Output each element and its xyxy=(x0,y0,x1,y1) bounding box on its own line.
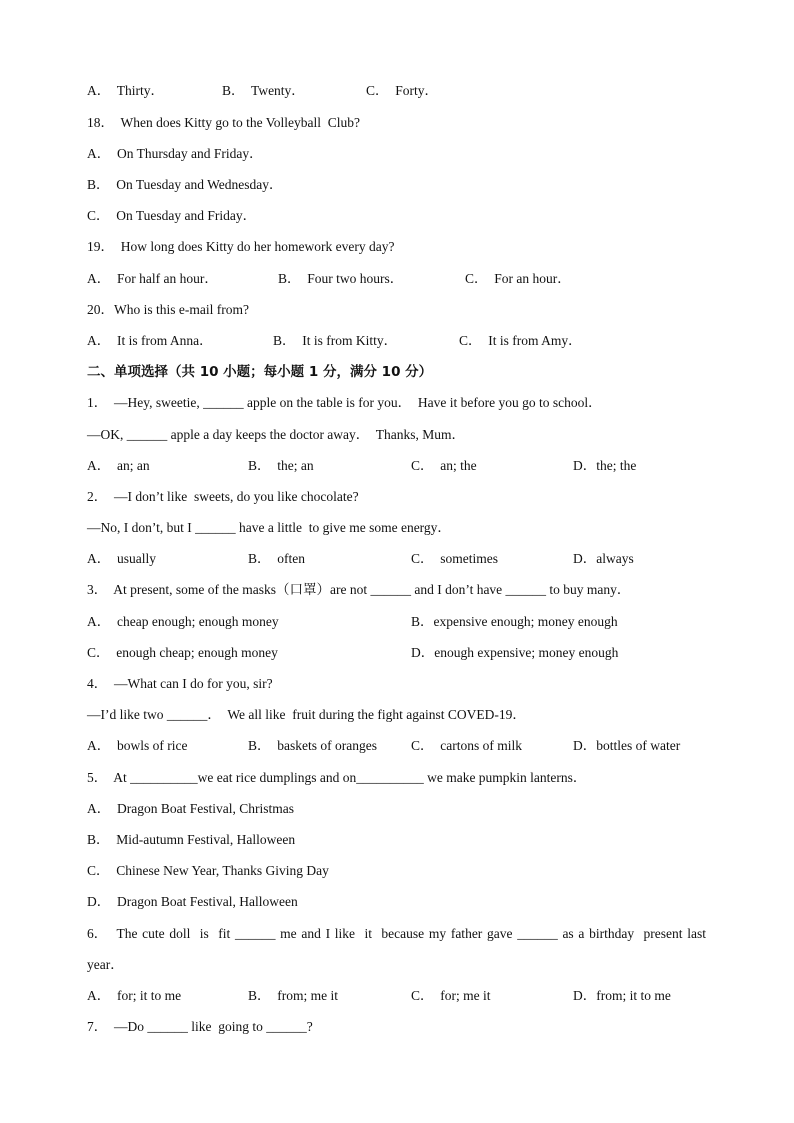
option-text: B． the; an xyxy=(248,458,314,473)
text-line xyxy=(0,955,794,975)
text-line xyxy=(0,1017,794,1037)
text-line xyxy=(0,892,794,912)
option-text: C． sometimes xyxy=(411,551,498,566)
option-text: B． often xyxy=(248,551,305,566)
text-line xyxy=(0,924,794,944)
option-text: A． For half an hour． xyxy=(87,271,218,286)
line-text: 4． —What can I do for you, sir? xyxy=(87,676,273,691)
line-text: C． Chinese New Year, Thanks Giving Day xyxy=(87,863,329,878)
option-text: D．the; the xyxy=(573,458,637,473)
text-line xyxy=(0,425,794,445)
option-text: C． for; me it xyxy=(411,988,491,1003)
text-line xyxy=(0,549,794,569)
option-text: A． cheap enough; enough money xyxy=(87,614,279,629)
line-text: —I’d like two ______． We all like fruit during the fight against COVED-19． xyxy=(87,707,526,722)
option-text: A． It is from Anna． xyxy=(87,333,213,348)
option-text: D．enough expensive; money enough xyxy=(411,645,619,660)
line-text: A． Dragon Boat Festival, Christmas xyxy=(87,801,294,816)
text-line xyxy=(0,113,794,133)
text-line xyxy=(0,861,794,881)
line-text: year． xyxy=(87,957,124,972)
text-line xyxy=(0,237,794,257)
line-text: 5． At __________we eat rice dumplings and on__________ we make pumpkin lanterns． xyxy=(87,770,587,785)
text-line xyxy=(0,674,794,694)
line-text: 3． At present, some of the masks（口罩）are not ______ and I don’t have ______ to buy many． xyxy=(87,582,631,597)
text-line xyxy=(0,487,794,507)
text-line xyxy=(0,331,794,351)
option-text: B．expensive enough; money enough xyxy=(411,614,618,629)
option-text: C． enough cheap; enough money xyxy=(87,645,278,660)
text-line xyxy=(0,736,794,756)
text-line xyxy=(0,456,794,476)
option-text: C． Forty． xyxy=(366,83,439,98)
option-text: C． It is from Amy． xyxy=(459,333,582,348)
option-text: D．bottles of water xyxy=(573,738,681,753)
option-text: B． baskets of oranges xyxy=(248,738,377,753)
option-text: C． an; the xyxy=(411,458,477,473)
line-text: —No, I don’t, but I ______ have a little to give me some energy． xyxy=(87,520,451,535)
text-line xyxy=(0,206,794,226)
text-line xyxy=(0,81,794,101)
option-text: A． an; an xyxy=(87,458,150,473)
option-text: C． For an hour． xyxy=(465,271,571,286)
line-text: B． Mid-autumn Festival, Halloween xyxy=(87,832,296,847)
text-line xyxy=(0,830,794,850)
option-text: A． for; it to me xyxy=(87,988,182,1003)
option-text: B． Twenty． xyxy=(222,83,305,98)
option-text: A． bowls of rice xyxy=(87,738,188,753)
text-line xyxy=(0,612,794,632)
line-text: 6． The cute doll is fit ______ me and I like it because my father gave ______ as a birthday present last xyxy=(87,926,706,941)
text-line xyxy=(0,705,794,725)
line-text: B． On Tuesday and Wednesday． xyxy=(87,177,283,192)
text-line xyxy=(0,269,794,289)
option-text: B． from; me it xyxy=(248,988,338,1003)
option-text: A． Thirty． xyxy=(87,83,164,98)
text-line xyxy=(0,986,794,1006)
option-text: A． usually xyxy=(87,551,156,566)
line-text: 二、单项选择（共 10 小题；每小题 1 分，满分 10 分） xyxy=(87,364,433,380)
line-text: A． On Thursday and Friday． xyxy=(87,146,263,161)
text-line xyxy=(0,518,794,538)
line-text: 19． How long does Kitty do her homework every day? xyxy=(87,239,395,254)
line-text: 1． —Hey, sweetie, ______ apple on the table is for you． Have it before you go to school． xyxy=(87,395,602,410)
option-text: B． Four two hours． xyxy=(278,271,404,286)
text-line xyxy=(0,393,794,413)
line-text: 2． —I don’t like sweets, do you like chocolate? xyxy=(87,489,359,504)
text-line xyxy=(0,175,794,195)
section-heading xyxy=(0,362,794,382)
text-line xyxy=(0,643,794,663)
line-text: D． Dragon Boat Festival, Halloween xyxy=(87,894,298,909)
line-text: 7． —Do ______ like going to ______? xyxy=(87,1019,313,1034)
line-text: 18． When does Kitty go to the Volleyball Club? xyxy=(87,115,360,130)
text-line xyxy=(0,580,794,600)
text-line xyxy=(0,799,794,819)
option-text: C． cartons of milk xyxy=(411,738,522,753)
text-line xyxy=(0,300,794,320)
line-text: —OK, ______ apple a day keeps the doctor away． Thanks, Mum． xyxy=(87,427,466,442)
option-text: D．from; it to me xyxy=(573,988,671,1003)
text-line xyxy=(0,144,794,164)
line-text: 20．Who is this e-mail from? xyxy=(87,302,249,317)
line-text: C． On Tuesday and Friday． xyxy=(87,208,257,223)
option-text: D．always xyxy=(573,551,634,566)
option-text: B． It is from Kitty． xyxy=(273,333,398,348)
text-line xyxy=(0,768,794,788)
